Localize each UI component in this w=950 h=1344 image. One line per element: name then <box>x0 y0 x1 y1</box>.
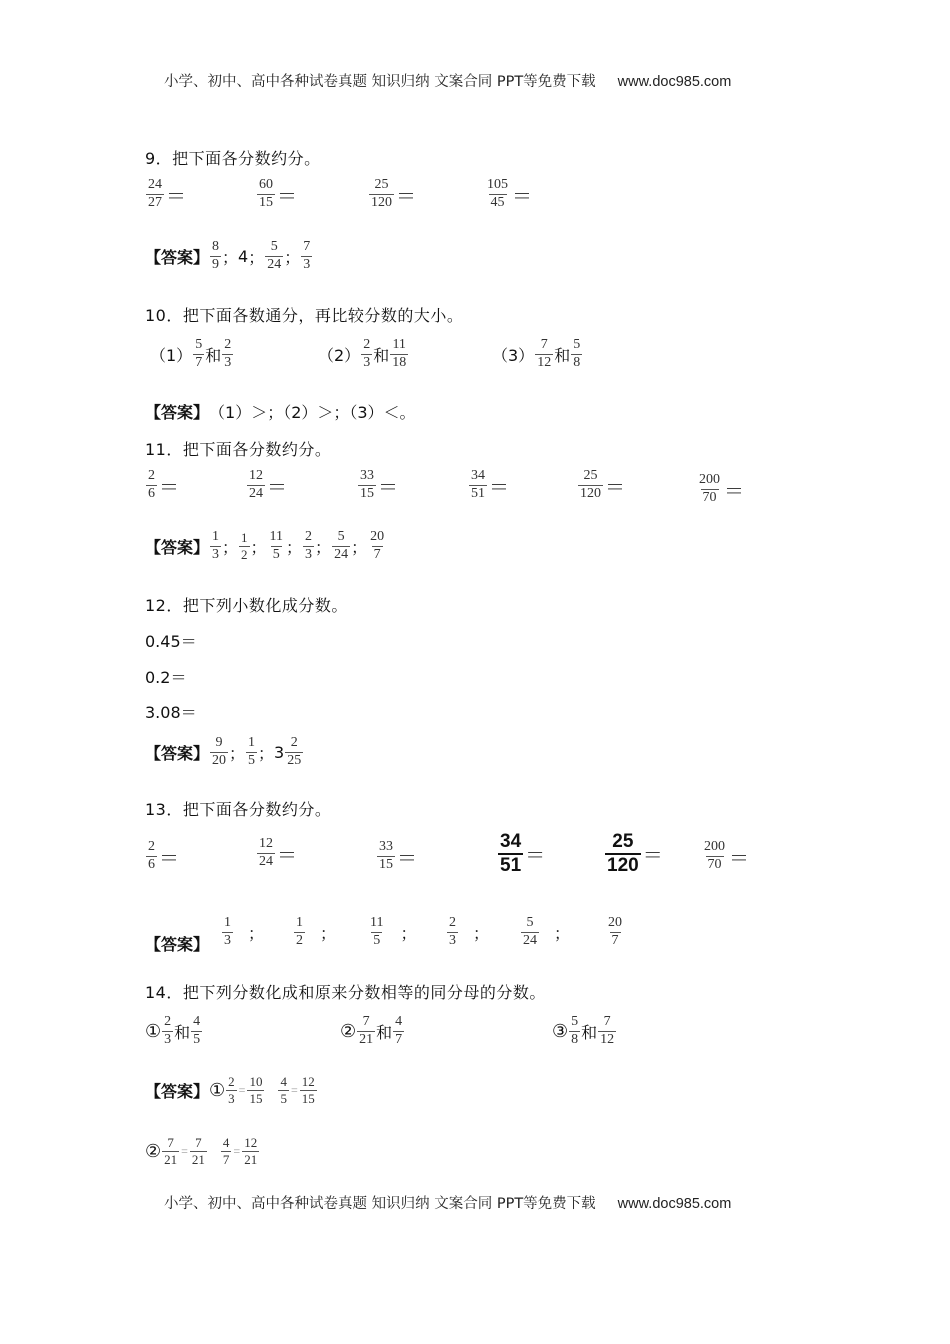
question-14-item-1: ① $\frac{2}{3}$ 和 $\frac{4}{5}$ <box>145 1014 201 1047</box>
question-11-answer: 【答案】 $\frac{1}{3}$ ； $\frac{1}{2}$ ； $\frac{11}{5}$ ； $\frac{2}{3}$ ； $\frac{5}{24}$ ； $\frac{20}{7}$ <box>145 529 385 562</box>
question-10-answer: 【答案】 （1）＞；（2）＞；（3）＜。 <box>145 403 416 422</box>
fraction: $\frac{5}{24}$ <box>267 239 282 272</box>
fraction: $\frac{2}{3}$ <box>224 337 232 370</box>
fraction: $\frac{11}{5}$ <box>269 529 284 562</box>
fraction: $\frac{105}{45}$ <box>487 177 508 210</box>
equals-sign: ＝ <box>166 185 186 208</box>
fraction: $\frac{7}{21}$ <box>164 1135 178 1167</box>
fraction: $\frac{2}{3}$ <box>363 337 371 370</box>
fraction: $\frac{20}{7}$ <box>370 529 385 562</box>
fraction: $\frac{1}{3}$ <box>224 915 231 948</box>
fraction: $\frac{33}{15}$ <box>360 468 374 501</box>
question-13-item: $\frac{200}{70}$ ＝ <box>704 839 749 872</box>
question-13-item: $\frac{25}{120}$ ＝ <box>607 831 663 876</box>
header-url[interactable]: www.doc985.com <box>617 74 732 90</box>
fraction: $\frac{5}{7}$ <box>195 337 203 370</box>
fraction: $\frac{11}{5}$ <box>370 915 384 948</box>
q13-answer-frac: $\frac{2}{3}$ ； <box>449 915 490 948</box>
question-11-title: 11．把下面各分数约分。 <box>145 440 332 459</box>
question-9-answer: 【答案】 $\frac{8}{9}$ ； 4 ； $\frac{5}{24}$ ； $\frac{7}{3}$ <box>145 239 311 272</box>
fraction: $\frac{7}{12}$ <box>600 1014 615 1047</box>
fraction: $\frac{5}{8}$ <box>571 1014 579 1047</box>
fraction: $\frac{25}{120}$ <box>607 831 639 876</box>
fraction: $\frac{60}{15}$ <box>259 177 273 210</box>
question-13-answer-label: 【答案】 <box>145 935 210 954</box>
fraction: $\frac{10}{15}$ <box>249 1074 263 1106</box>
question-11-item: $\frac{34}{51}$ ＝ <box>471 468 509 501</box>
footer-text: 小学、初中、高中各种试卷真题 知识归纳 文案合同 PPT等免费下载 <box>164 1196 596 1212</box>
page-footer <box>164 1192 731 1213</box>
question-11-item: $\frac{33}{15}$ ＝ <box>360 468 398 501</box>
fraction: $\frac{7}{12}$ <box>537 337 552 370</box>
question-14-item-3: ③ $\frac{5}{8}$ 和 $\frac{7}{12}$ <box>552 1014 615 1047</box>
question-11-item: $\frac{12}{24}$ ＝ <box>249 468 287 501</box>
question-9-items <box>145 178 186 210</box>
question-13-item: $\frac{2}{6}$ ＝ <box>148 839 179 872</box>
question-12-line: 3.08＝ <box>145 703 197 722</box>
header-text: 小学、初中、高中各种试卷真题 知识归纳 文案合同 PPT等免费下载 <box>164 74 596 90</box>
fraction: $\frac{12}{24}$ <box>249 468 263 501</box>
fraction: $\frac{1}{2}$ <box>241 530 248 562</box>
fraction: $\frac{25}{120}$ <box>371 177 392 210</box>
question-9-item: $\frac{25}{120}$ ＝ <box>371 177 416 210</box>
fraction: $\frac{9}{20}$ <box>212 735 227 768</box>
question-11-item: $\frac{200}{70}$ ＝ <box>699 472 744 505</box>
fraction: $\frac{5}{8}$ <box>573 337 581 370</box>
question-13-item: $\frac{33}{15}$ ＝ <box>379 839 417 872</box>
fraction: $\frac{12}{24}$ <box>259 836 273 869</box>
fraction: $\frac{1}{3}$ <box>212 529 220 562</box>
fraction: $\frac{2}{3}$ <box>449 915 456 948</box>
fraction: $\frac{8}{9}$ <box>212 239 220 272</box>
question-11-item: $\frac{25}{120}$ ＝ <box>580 468 625 501</box>
question-10-title: 10．把下面各数通分，再比较分数的大小。 <box>145 306 464 325</box>
fraction: $\frac{4}{7}$ <box>222 1135 230 1167</box>
fraction: $\frac{5}{24}$ <box>334 529 349 562</box>
fraction: $\frac{1}{5}$ <box>248 735 256 768</box>
answer-label: 【答案】 <box>145 247 210 267</box>
question-14-answer-1: 【答案】 ① $\frac{2}{3}$ = $\frac{10}{15}$ $\frac{4}{5}$ = $\frac{12}{15}$ <box>145 1074 315 1106</box>
q13-answer-frac: $\frac{11}{5}$ ； <box>370 915 417 948</box>
fraction: $\frac{2}{6}$ <box>148 468 155 501</box>
fraction: $\frac{20}{7}$ <box>608 915 622 948</box>
fraction: $\frac{4}{5}$ <box>193 1014 201 1047</box>
fraction: $\frac{25}{120}$ <box>580 468 601 501</box>
q13-answer-frac: $\frac{1}{2}$ ； <box>296 915 337 948</box>
question-12-line: 0.45＝ <box>145 632 197 651</box>
fraction: $\frac{7}{21}$ <box>359 1014 374 1047</box>
question-12-title: 12．把下列小数化成分数。 <box>145 596 348 615</box>
fraction: $\frac{11}{18}$ <box>392 337 407 370</box>
fraction: $\frac{34}{51}$ <box>471 468 485 501</box>
question-14-answer-2: ② $\frac{7}{21}$ = $\frac{7}{21}$ $\frac{4}{7}$ = $\frac{12}{21}$ <box>145 1135 258 1167</box>
question-10-item-1: （1） $\frac{5}{7}$ 和 $\frac{2}{3}$ <box>150 337 232 370</box>
fraction: $\frac{12}{15}$ <box>301 1074 315 1106</box>
fraction: $\frac{200}{70}$ <box>704 839 725 872</box>
fraction: $\frac{2}{6}$ <box>148 839 155 872</box>
fraction: $\frac{34}{51}$ <box>500 831 522 876</box>
question-10-item-2: （2） $\frac{2}{3}$ 和 $\frac{11}{18}$ <box>318 337 407 370</box>
question-14-item-2: ② $\frac{7}{21}$ 和 $\frac{4}{7}$ <box>340 1014 403 1047</box>
question-11-item: $\frac{2}{6}$ ＝ <box>148 468 179 501</box>
fraction: $\frac{24}{27}$ <box>148 177 162 210</box>
fraction: $\frac{4}{5}$ <box>280 1074 287 1106</box>
question-12-answer: 【答案】 $\frac{9}{20}$ ； $\frac{1}{5}$ ； 3 $\frac{2}{25}$ <box>145 735 302 768</box>
question-12-line: 0.2＝ <box>145 668 187 687</box>
fraction: $\frac{4}{7}$ <box>395 1014 403 1047</box>
question-13-title: 13．把下面各分数约分。 <box>145 800 332 819</box>
fraction: $\frac{2}{3}$ <box>305 529 313 562</box>
q13-answer-frac: $\frac{5}{24}$ ； <box>523 915 571 948</box>
question-13-item: $\frac{12}{24}$ ＝ <box>259 836 297 869</box>
page-header <box>164 70 731 91</box>
fraction: $\frac{1}{2}$ <box>296 915 303 948</box>
question-10-item-3: （3） $\frac{7}{12}$ 和 $\frac{5}{8}$ <box>492 337 581 370</box>
fraction: $\frac{7}{3}$ <box>303 239 311 272</box>
question-9-title: 9．把下面各分数约分。 <box>145 149 321 168</box>
question-9-item: $\frac{105}{45}$ ＝ <box>487 177 532 210</box>
question-14-title: 14．把下列分数化成和原来分数相等的同分母的分数。 <box>145 983 546 1002</box>
fraction: $\frac{33}{15}$ <box>379 839 393 872</box>
fraction: $\frac{2}{3}$ <box>228 1074 235 1106</box>
fraction: $\frac{200}{70}$ <box>699 472 720 505</box>
fraction: $\frac{2}{3}$ <box>164 1014 172 1047</box>
q13-answer-frac: $\frac{1}{3}$ ； <box>224 915 265 948</box>
fraction: $\frac{12}{21}$ <box>244 1135 258 1167</box>
fraction: $\frac{7}{21}$ <box>191 1135 205 1167</box>
question-13-item: $\frac{34}{51}$ ＝ <box>500 831 546 876</box>
q13-answer-frac <box>605 916 625 948</box>
fraction: $\frac{5}{24}$ <box>523 915 537 948</box>
footer-url[interactable]: www.doc985.com <box>617 1196 732 1212</box>
fraction: $\frac{2}{25}$ <box>287 735 302 768</box>
question-9-item: $\frac{60}{15}$ ＝ <box>259 177 297 210</box>
